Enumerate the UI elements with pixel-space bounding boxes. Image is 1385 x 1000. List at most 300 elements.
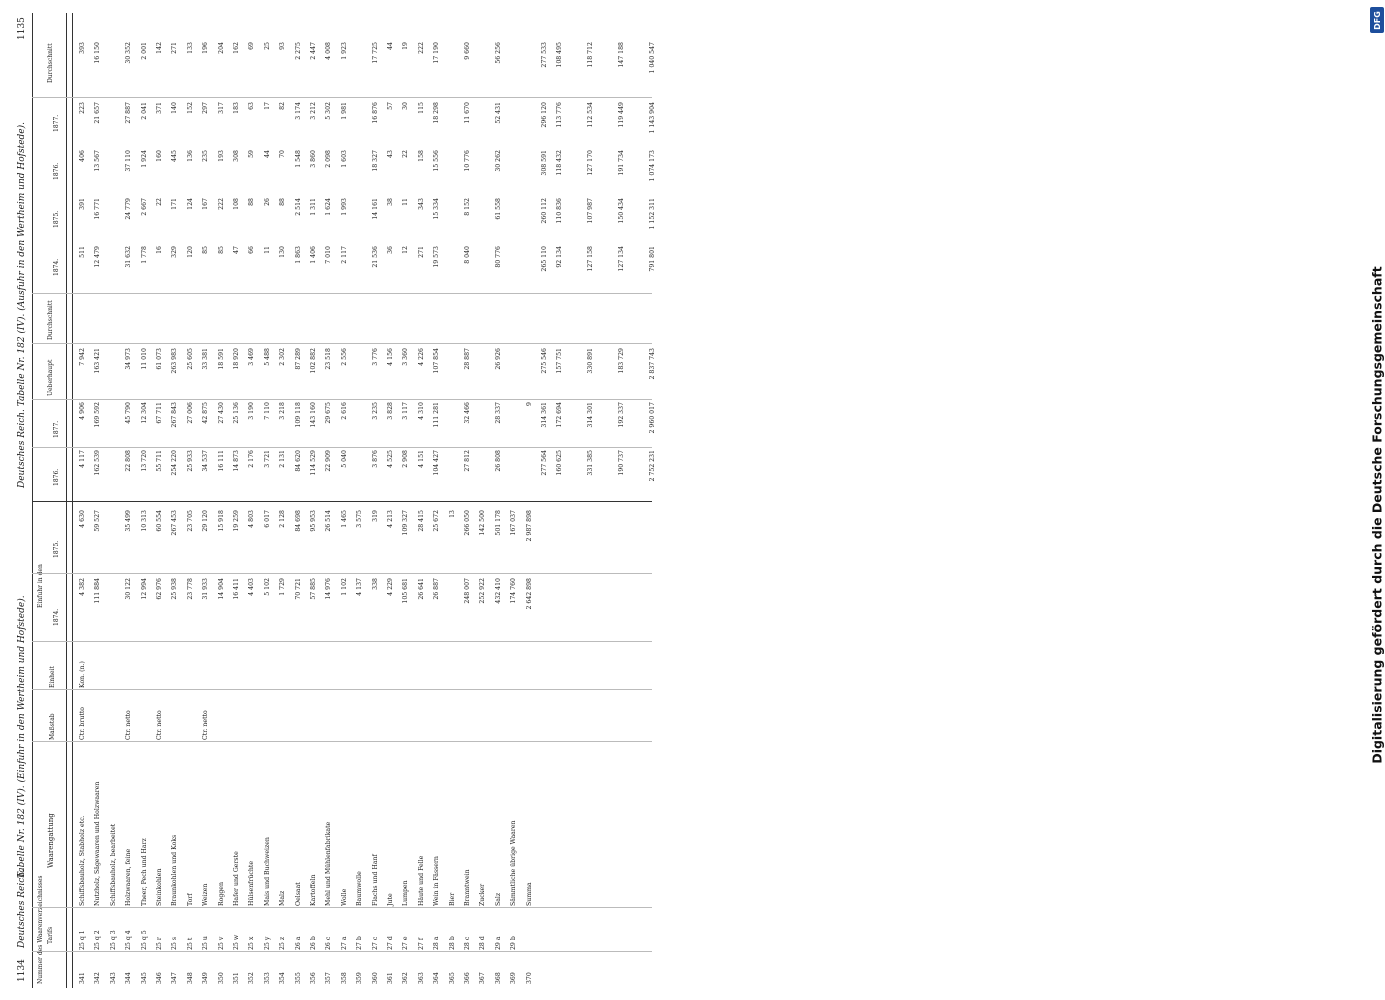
row-import-1874: 5 102 — [263, 578, 271, 596]
row-export-1877: 296 120 — [541, 102, 548, 128]
row-export-1876: 70 — [279, 150, 287, 158]
row-import-1874: 248 007 — [464, 578, 471, 604]
row-total: 3 469 — [248, 348, 256, 366]
row-import-1874: 105 681 — [402, 578, 410, 604]
row-export-1876: 193 — [217, 150, 225, 162]
row-export-1877: 317 — [217, 102, 225, 114]
row-export-1874: 92 134 — [556, 246, 564, 268]
row-average: 1 040 547 — [648, 42, 656, 74]
row-export-1875: 1 993 — [340, 198, 348, 216]
row-export-1876: 406 — [79, 150, 86, 162]
row-import-1875: 4 803 — [248, 510, 256, 528]
dfg-logo: DFG — [1370, 7, 1384, 33]
row-name: Flachs und Hanf — [371, 854, 379, 906]
left-table-caption: Tabelle Nr. 182 (IV). (Einfuhr in den Wertheim und Hofstede). — [17, 595, 27, 878]
row-export-1875: 14 161 — [371, 198, 379, 220]
row-import-1874: 70 721 — [294, 578, 302, 600]
row-average: 2 275 — [294, 42, 302, 60]
row-export-1877: 30 — [402, 102, 410, 110]
row-average: 16 150 — [94, 42, 102, 64]
row-number: 343 — [109, 972, 117, 984]
row-average: 44 — [387, 42, 394, 50]
row-name: Häute und Felle — [417, 855, 425, 906]
row-export-1875: 1 311 — [310, 198, 317, 216]
row-average: 25 — [263, 42, 271, 50]
row-import-1876: 3 721 — [263, 450, 271, 468]
row-name: Schiffsbauholz, bearbeitet — [109, 823, 117, 906]
row-average: 56 256 — [494, 42, 502, 64]
row-total: 157 751 — [556, 348, 564, 374]
row-number: 345 — [140, 972, 148, 984]
row-total: 18 591 — [217, 348, 225, 370]
row-import-1877: 4 310 — [417, 402, 425, 420]
row-average: 17 190 — [433, 42, 441, 64]
row-export-1875: 8 152 — [464, 198, 471, 216]
row-import-1876: 2 752 231 — [648, 450, 656, 482]
row-import-1874: 4 382 — [79, 578, 86, 596]
row-tarif: 26 b — [310, 936, 317, 950]
col-header-einfuhr: Einfuhr in den — [37, 564, 44, 608]
row-name: Summa — [525, 882, 533, 906]
row-total: 11 010 — [140, 348, 148, 370]
row-export-1874: 511 — [79, 246, 86, 258]
row-name: Bier — [448, 892, 456, 906]
col-header-a1875: 1875. — [53, 210, 60, 228]
row-name: Lumpen — [402, 880, 410, 906]
row-import-1874: 26 641 — [417, 578, 425, 600]
row-import-1877: 27 430 — [217, 402, 225, 424]
row-average: 162 — [233, 42, 240, 54]
row-import-1876: 22 909 — [325, 450, 333, 472]
row-name: Nutzholz, Sägewaaren und Holzwaaren — [94, 781, 102, 906]
row-import-1876: 16 111 — [217, 450, 225, 472]
row-import-1875: 23 705 — [186, 510, 194, 532]
row-export-1875: 26 — [263, 198, 271, 206]
col-header-nummer: Nummer des Waarenverzeichnisses — [37, 875, 44, 984]
row-import-1875: 2 987 898 — [525, 510, 533, 542]
row-average: 133 — [186, 42, 194, 54]
row-tarif: 28 a — [433, 936, 441, 950]
row-export-1874: 127 134 — [618, 246, 625, 272]
row-tarif: 27 a — [340, 936, 348, 950]
page-gutter — [32, 501, 652, 502]
row-number: 354 — [279, 972, 287, 984]
row-total: 330 891 — [587, 348, 595, 374]
row-import-1877: 32 466 — [464, 402, 471, 424]
row-import-1877: 2 960 017 — [648, 402, 656, 434]
row-import-1874: 338 — [371, 578, 379, 590]
row-import-1877: 267 843 — [171, 402, 179, 428]
row-total: 2 837 743 — [648, 348, 656, 380]
row-average: 204 — [217, 42, 225, 54]
row-import-1874: 57 885 — [310, 578, 317, 600]
row-number: 370 — [525, 972, 533, 984]
row-export-1876: 1 603 — [340, 150, 348, 168]
row-total: 28 887 — [464, 348, 471, 370]
table-spread — [10, 8, 670, 988]
row-unit: Ctr. netto — [125, 710, 133, 740]
row-name: Schiffsbauholz, Stabholz etc. — [79, 815, 86, 906]
col-header-1875: 1875. — [53, 540, 60, 558]
row-total: 61 073 — [156, 348, 163, 370]
row-import-1877: 3 828 — [387, 402, 394, 420]
row-export-1874: 791 801 — [648, 246, 656, 272]
row-export-1875: 171 — [171, 198, 179, 210]
row-export-1877: 3 212 — [310, 102, 317, 120]
row-export-1874: 120 — [186, 246, 194, 258]
row-tarif: 25 q 2 — [94, 930, 102, 950]
row-export-1876: 308 — [233, 150, 240, 162]
row-number: 351 — [233, 972, 240, 984]
row-name: Hafer und Gerste — [233, 851, 240, 906]
row-import-1877: 4 906 — [79, 402, 86, 420]
row-average: 4 008 — [325, 42, 333, 60]
row-export-1875: 150 434 — [618, 198, 625, 224]
row-total: 102 882 — [310, 348, 317, 374]
row-export-1877: 52 431 — [494, 102, 502, 124]
row-import-1876: 22 808 — [125, 450, 133, 472]
row-export-1877: 223 — [79, 102, 86, 114]
row-average: 142 — [156, 42, 163, 54]
row-import-1875: 6 017 — [263, 510, 271, 528]
row-name: Braunkohlen und Koks — [171, 834, 179, 906]
row-import-1877: 3 218 — [279, 402, 287, 420]
column-rule — [32, 741, 652, 742]
row-import-1874: 30 122 — [125, 578, 133, 600]
row-number: 358 — [340, 972, 348, 984]
row-tarif: 25 s — [171, 936, 179, 950]
row-average: 277 533 — [541, 42, 548, 68]
row-import-1875: 60 554 — [156, 510, 163, 532]
row-average: 108 495 — [556, 42, 564, 68]
row-import-1875: 267 453 — [171, 510, 179, 536]
row-import-1877: 111 281 — [433, 402, 441, 428]
row-export-1877: 2 041 — [140, 102, 148, 120]
row-export-1877: 57 — [387, 102, 394, 110]
row-import-1875: 1 465 — [340, 510, 348, 528]
row-total: 23 518 — [325, 348, 333, 370]
row-import-1876: 84 620 — [294, 450, 302, 472]
row-export-1875: 88 — [279, 198, 287, 206]
row-tarif: 29 b — [510, 936, 518, 950]
row-export-1876: 445 — [171, 150, 179, 162]
row-import-1876: 3 876 — [371, 450, 379, 468]
column-rule — [32, 907, 652, 908]
row-tarif: 25 x — [248, 936, 256, 950]
row-total: 33 381 — [202, 348, 210, 370]
row-export-1876: 10 776 — [464, 150, 471, 172]
row-tarif: 25 r — [156, 937, 163, 950]
row-export-1875: 108 — [233, 198, 240, 210]
row-export-1877: 17 — [263, 102, 271, 110]
row-number: 352 — [248, 972, 256, 984]
row-import-1877: 29 675 — [325, 402, 333, 424]
row-export-1874: 21 536 — [371, 246, 379, 268]
row-tarif: 28 b — [448, 936, 456, 950]
row-total: 7 942 — [79, 348, 86, 366]
row-export-1875: 222 — [217, 198, 225, 210]
row-export-1874: 80 776 — [494, 246, 502, 268]
row-import-1874: 1 729 — [279, 578, 287, 596]
row-tarif: 29 a — [494, 936, 502, 950]
row-import-1874: 111 884 — [94, 578, 102, 604]
row-import-1877: 25 136 — [233, 402, 240, 424]
row-total: 263 983 — [171, 348, 179, 374]
row-import-1876: 190 737 — [618, 450, 625, 476]
row-export-1875: 110 836 — [556, 198, 564, 224]
row-average: 17 725 — [371, 42, 379, 64]
row-average: 222 — [417, 42, 425, 54]
row-export-1875: 2 667 — [140, 198, 148, 216]
row-tarif: 25 q 1 — [79, 930, 86, 950]
row-export-1876: 1 924 — [140, 150, 148, 168]
row-tarif: 27 c — [371, 936, 379, 950]
row-import-1875: 29 120 — [202, 510, 210, 532]
row-export-1874: 16 — [156, 246, 163, 254]
row-name: Zucker — [479, 883, 487, 906]
row-total: 4 226 — [417, 348, 425, 366]
col-header-a1874: 1874. — [53, 258, 60, 276]
row-number: 344 — [125, 972, 133, 984]
column-rule — [32, 343, 652, 344]
row-export-1875: 260 112 — [541, 198, 548, 224]
row-export-1876: 30 262 — [494, 150, 502, 172]
row-import-1875: 501 178 — [494, 510, 502, 536]
left-running-title: Deutsches Reich. — [17, 869, 27, 948]
row-name: Hülsenfrüchte — [248, 860, 256, 906]
row-import-1877: 3 190 — [248, 402, 256, 420]
row-import-1876: 55 711 — [156, 450, 163, 472]
row-import-1874: 12 994 — [140, 578, 148, 600]
row-export-1876: 44 — [263, 150, 271, 158]
row-export-1877: 11 670 — [464, 102, 471, 124]
row-name: Sämmtliche übrige Waaren — [510, 820, 518, 906]
row-name: Steinkohlen — [156, 868, 163, 906]
col-header-massstab: Maßstab — [49, 713, 56, 740]
row-export-1874: 7 010 — [325, 246, 333, 264]
row-total: 3 360 — [402, 348, 410, 366]
row-name: Jute — [387, 893, 394, 906]
row-total: 34 973 — [125, 348, 133, 370]
row-tarif: 27 d — [387, 936, 394, 950]
row-export-1876: 1 074 173 — [648, 150, 656, 182]
row-import-1875: 142 500 — [479, 510, 487, 536]
row-number: 353 — [263, 972, 271, 984]
row-export-1877: 115 — [417, 102, 425, 114]
row-export-1875: 2 514 — [294, 198, 302, 216]
row-import-1877: 109 118 — [294, 402, 302, 428]
row-export-1874: 1 863 — [294, 246, 302, 264]
column-rule — [32, 97, 652, 98]
row-total: 26 926 — [494, 348, 502, 370]
row-export-1877: 82 — [279, 102, 287, 110]
row-import-1876: 4 525 — [387, 450, 394, 468]
row-export-1874: 66 — [248, 246, 256, 254]
row-import-1876: 160 625 — [556, 450, 564, 476]
row-name: Torf — [186, 893, 194, 906]
row-number: 369 — [510, 972, 518, 984]
row-export-1877: 3 174 — [294, 102, 302, 120]
row-export-1876: 59 — [248, 150, 256, 158]
row-export-1875: 107 987 — [587, 198, 595, 224]
row-export-1874: 1 778 — [140, 246, 148, 264]
row-import-1877: 45 790 — [125, 402, 133, 424]
row-export-1874: 31 632 — [125, 246, 133, 268]
column-rule — [32, 447, 652, 448]
row-export-1874: 47 — [233, 246, 240, 254]
row-export-1874: 127 158 — [587, 246, 595, 272]
row-total: 87 289 — [294, 348, 302, 370]
row-import-1877: 28 337 — [494, 402, 502, 424]
column-rule — [32, 573, 652, 574]
row-average: 393 — [79, 42, 86, 54]
row-import-1877: 3 117 — [402, 402, 410, 420]
row-import-1875: 4 213 — [387, 510, 394, 528]
row-import-1877: 314 361 — [541, 402, 548, 428]
col-header-tarifs: Tarifs — [47, 926, 54, 944]
row-export-1874: 8 040 — [464, 246, 471, 264]
row-import-1874: 432 410 — [494, 578, 502, 604]
row-number: 368 — [494, 972, 502, 984]
row-export-1876: 136 — [186, 150, 194, 162]
col-header-einheit: Einheit — [49, 666, 56, 688]
row-number: 342 — [94, 972, 102, 984]
row-number: 347 — [171, 972, 179, 984]
row-total: 25 605 — [186, 348, 194, 370]
col-header-1876: 1876. — [53, 468, 60, 486]
row-import-1874: 31 933 — [202, 578, 210, 600]
row-export-1874: 265 110 — [541, 246, 548, 272]
row-import-1874: 16 411 — [233, 578, 240, 600]
row-export-1875: 88 — [248, 198, 256, 206]
row-name: Roggen — [217, 882, 225, 906]
digitization-credit: Digitalisierung gefördert durch die Deutsche Forschungsgemeinschaft — [1369, 266, 1385, 764]
row-import-1877: 27 006 — [186, 402, 194, 424]
row-number: 365 — [448, 972, 456, 984]
row-import-1875: 2 128 — [279, 510, 287, 528]
row-total: 18 920 — [233, 348, 240, 370]
row-import-1877: 169 592 — [94, 402, 102, 428]
col-header-ueberhaupt: Ueberhaupt — [47, 359, 54, 396]
row-import-1877: 3 235 — [371, 402, 379, 420]
row-import-1876: 25 933 — [186, 450, 194, 472]
row-number: 367 — [479, 972, 487, 984]
row-tarif: 25 y — [263, 936, 271, 950]
row-export-1877: 371 — [156, 102, 163, 114]
row-tarif: 27 b — [356, 936, 364, 950]
row-number: 348 — [186, 972, 194, 984]
row-import-1875: 26 514 — [325, 510, 333, 532]
row-import-1875: 15 918 — [217, 510, 225, 532]
row-export-1877: 112 534 — [587, 102, 595, 128]
rotated-table-spread — [10, 8, 670, 988]
row-export-1876: 37 110 — [125, 150, 133, 172]
row-export-1877: 27 887 — [125, 102, 133, 124]
row-tarif: 25 v — [217, 936, 225, 950]
row-import-1877: 172 694 — [556, 402, 564, 428]
row-export-1875: 22 — [156, 198, 163, 206]
row-tarif: 25 q 4 — [125, 930, 133, 950]
col-header-durchschnitt: Durchschnitt — [47, 43, 54, 83]
row-export-1876: 2 098 — [325, 150, 333, 168]
row-average: 69 — [248, 42, 256, 50]
row-name: Theer, Pech und Harz — [140, 838, 148, 906]
row-import-1876: 114 529 — [310, 450, 317, 476]
row-total: 2 556 — [340, 348, 348, 366]
row-name: Weizen — [202, 883, 210, 906]
row-import-1874: 4 137 — [356, 578, 364, 596]
row-import-1875: 4 630 — [79, 510, 86, 528]
row-unit2: Kon. (n.) — [79, 661, 86, 688]
row-export-1875: 124 — [186, 198, 194, 210]
row-export-1875: 343 — [417, 198, 425, 210]
row-import-1876: 26 808 — [494, 450, 502, 472]
row-total: 2 302 — [279, 348, 287, 366]
row-average: 2 447 — [310, 42, 317, 60]
col-header-1877: 1877. — [53, 420, 60, 438]
row-export-1874: 1 406 — [310, 246, 317, 264]
row-average: 9 660 — [464, 42, 471, 60]
row-import-1874: 62 976 — [156, 578, 163, 600]
row-name: Mais und Buchweizen — [263, 837, 271, 906]
row-export-1876: 235 — [202, 150, 210, 162]
row-tarif: 28 d — [479, 936, 487, 950]
row-number: 360 — [371, 972, 379, 984]
row-import-1876: 162 539 — [94, 450, 102, 476]
row-import-1875: 109 327 — [402, 510, 410, 536]
row-average: 271 — [171, 42, 179, 54]
col-header-durchschnitt-left: Durchschnitt — [47, 300, 54, 340]
row-export-1874: 19 573 — [433, 246, 441, 268]
row-tarif: 25 z — [279, 936, 287, 950]
col-header-1874: 1874. — [53, 608, 60, 626]
row-average: 1 923 — [340, 42, 348, 60]
row-total: 107 854 — [433, 348, 441, 374]
row-import-1874: 4 403 — [248, 578, 256, 596]
row-export-1876: 18 327 — [371, 150, 379, 172]
row-export-1875: 38 — [387, 198, 394, 206]
row-import-1876: 2 131 — [279, 450, 287, 468]
row-import-1874: 14 904 — [217, 578, 225, 600]
row-export-1874: 85 — [202, 246, 210, 254]
row-export-1875: 15 334 — [433, 198, 441, 220]
row-total: 183 729 — [618, 348, 625, 374]
row-export-1875: 1 152 311 — [648, 198, 656, 230]
row-import-1875: 84 698 — [294, 510, 302, 532]
row-export-1876: 118 432 — [556, 150, 564, 176]
row-tarif: 25 w — [233, 934, 240, 950]
row-import-1875: 28 415 — [417, 510, 425, 532]
row-average: 196 — [202, 42, 210, 54]
row-export-1874: 12 479 — [94, 246, 102, 268]
row-import-1876: 14 873 — [233, 450, 240, 472]
row-export-1876: 127 170 — [587, 150, 595, 176]
row-average: 118 712 — [587, 42, 595, 68]
row-export-1875: 61 558 — [494, 198, 502, 220]
row-export-1877: 152 — [186, 102, 194, 114]
row-import-1874: 252 922 — [479, 578, 487, 604]
digitization-sidebar — [683, 0, 1385, 1000]
row-unit: Ctr. brutto — [79, 706, 86, 740]
column-rule — [32, 689, 652, 690]
col-header-a1876: 1876. — [53, 162, 60, 180]
row-import-1874: 2 642 898 — [525, 578, 533, 610]
row-import-1876: 2 176 — [248, 450, 256, 468]
row-import-1877: 2 616 — [340, 402, 348, 420]
row-export-1877: 1 143 904 — [648, 102, 656, 134]
row-export-1875: 16 771 — [94, 198, 102, 220]
row-average: 19 — [402, 42, 410, 50]
